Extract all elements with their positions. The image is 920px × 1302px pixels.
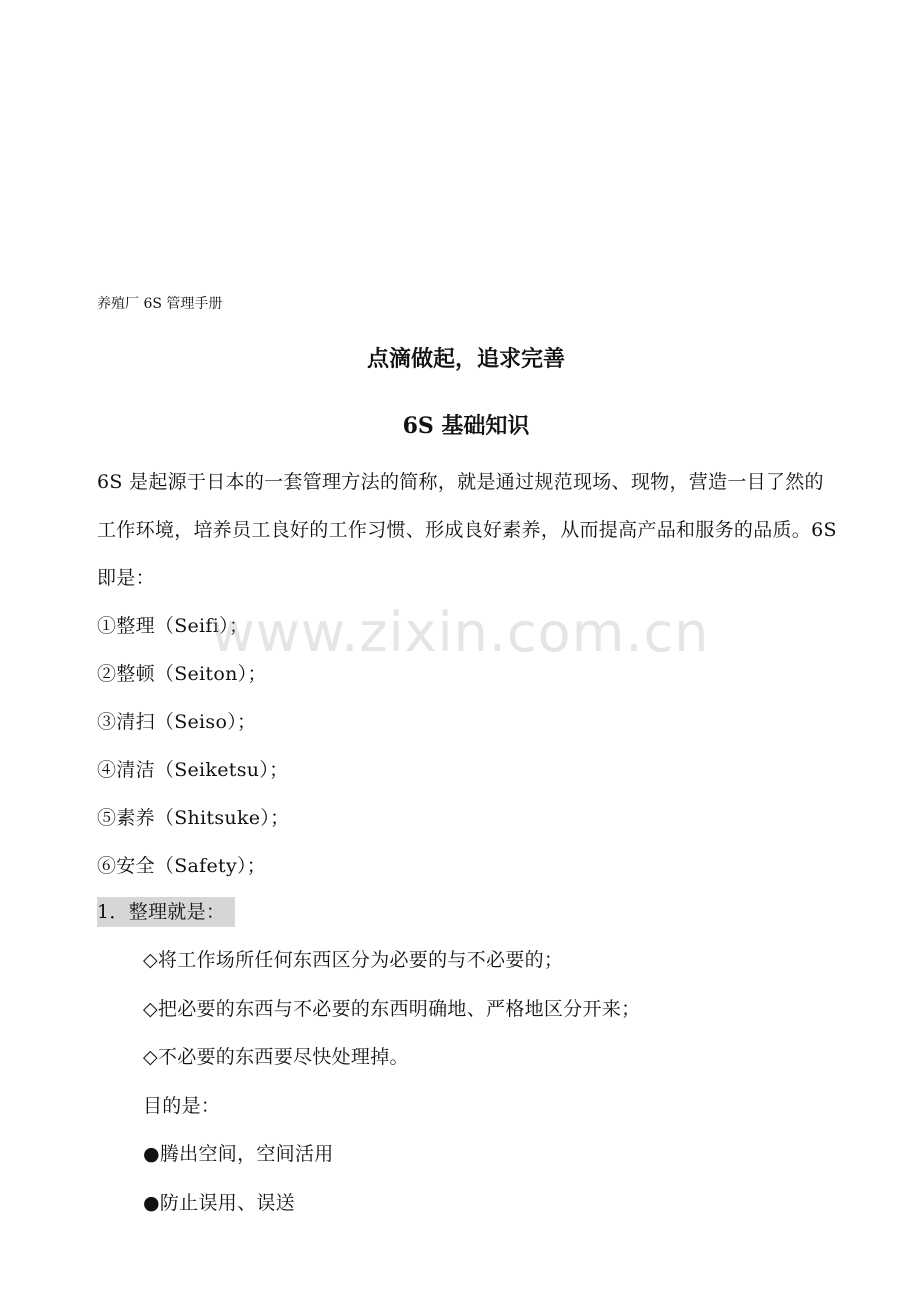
section-heading-highlighted: 1．整理就是： <box>97 897 235 927</box>
list-item: ◇不必要的东西要尽快处理掉。 <box>143 1046 409 1068</box>
header-note: 养殖厂 6S 管理手册 <box>97 296 223 312</box>
intro-paragraph: 6S 是起源于日本的一套管理方法的简称，就是通过规范现场、现物，营造一目了然的工作环境，培养员工良好的工作习惯、形成良好素养，从而提高产品和服务的品质。6S 即是： <box>97 471 837 589</box>
watermark: www.zixin.com.cn <box>210 601 710 664</box>
list-item: ◇把必要的东西与不必要的东西明确地、严格地区分开来； <box>143 997 641 1020</box>
section-body-list <box>143 936 640 1227</box>
list-item: ③清扫（Seiso）； <box>97 711 257 733</box>
list-item: ①整理（Seifi）； <box>97 615 249 637</box>
list-item: ②整顿（Seiton）； <box>97 663 267 685</box>
list-item: ④清洁（Seiketsu）； <box>97 759 289 781</box>
list-item: ⑤素养（Shitsuke）； <box>97 807 290 829</box>
list-item: ●防止误用、误送 <box>143 1191 295 1214</box>
list-item: ●腾出空间，空间活用 <box>143 1143 334 1165</box>
main-title: 点滴做起，追求完善 <box>366 346 565 372</box>
list-item: ◇将工作场所任何东西区分为必要的与不必要的； <box>143 949 564 971</box>
list-item: ⑥安全（Safety）； <box>97 855 267 877</box>
list-item: 目的是： <box>143 1094 221 1117</box>
section-title: 6S 基础知识 <box>402 413 530 439</box>
